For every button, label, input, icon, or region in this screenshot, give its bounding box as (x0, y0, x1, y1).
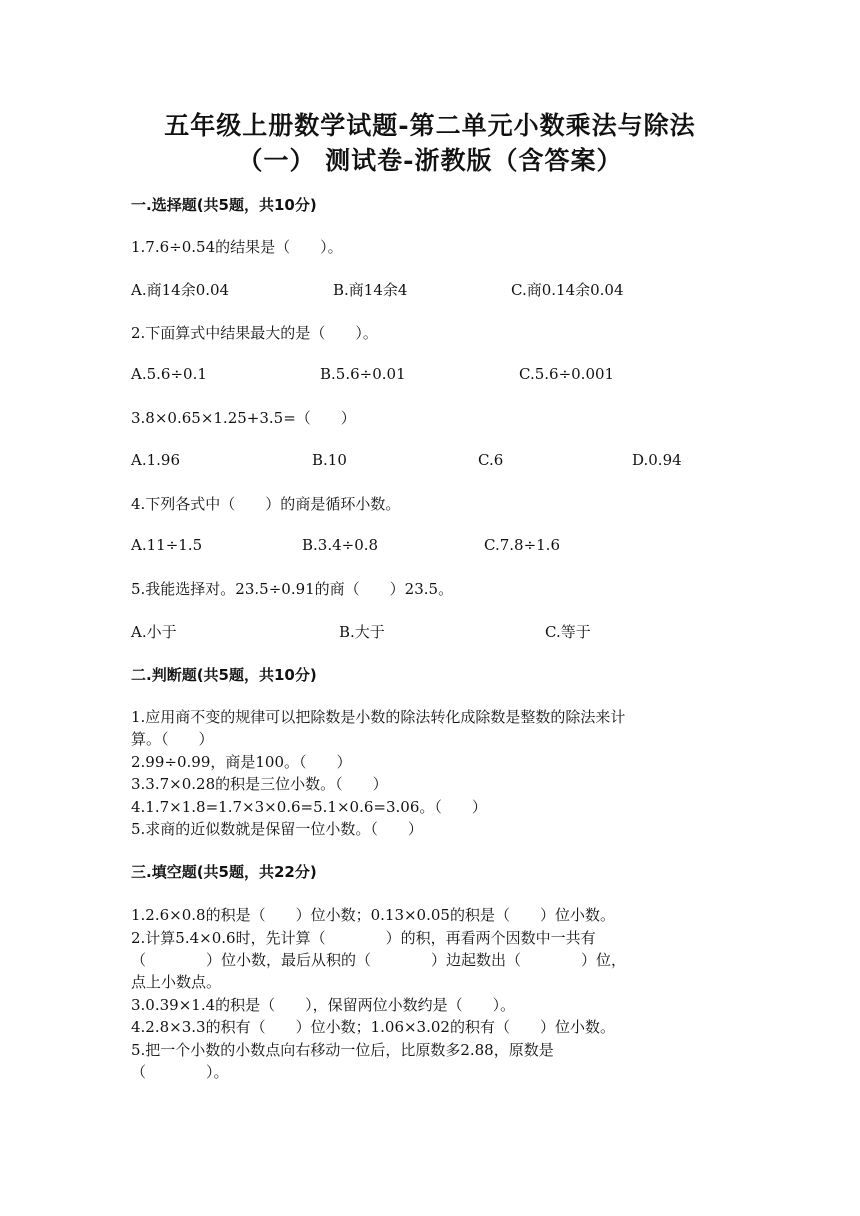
q2-option-c: C.5.6÷0.001 (519, 365, 615, 383)
q1-option-b: B.商14余4 (333, 281, 408, 299)
q2-option-a: A.5.6÷0.1 (131, 365, 207, 383)
q4-option-c: C.7.8÷1.6 (484, 536, 560, 554)
q3-option-b: B.10 (312, 451, 347, 469)
question-2: 2.下面算式中结果最大的是（ ）。 (131, 324, 378, 342)
judge-line-6: 5.求商的近似数就是保留一位小数。（ ） (131, 820, 423, 838)
q4-option-b: B.3.4÷0.8 (302, 536, 379, 554)
fill-line-5: 3.0.39×1.4的积是（ ），保留两位小数约是（ ）。 (131, 996, 516, 1014)
judge-line-1: 1.应用商不变的规律可以把除数是小数的除法转化成除数是整数的除法来计 (131, 708, 626, 726)
page-title-line2: （一） 测试卷-浙教版（含答案） (237, 146, 623, 175)
judge-line-4: 3.3.7×0.28的积是三位小数。（ ） (131, 775, 388, 793)
judge-line-3: 2.99÷0.99，商是100。（ ） (131, 753, 352, 771)
fill-line-6: 4.2.8×3.3的积有（ ）位小数；1.06×3.02的积有（ ）位小数。 (131, 1018, 615, 1036)
q3-option-d: D.0.94 (632, 451, 682, 469)
q5-option-c: C.等于 (545, 623, 591, 641)
section1-heading: 一.选择题(共5题，共10分) (131, 196, 317, 214)
fill-line-2: 2.计算5.4×0.6时，先计算（ ）的积，再看两个因数中一共有 (131, 929, 596, 947)
q5-option-b: B.大于 (339, 623, 385, 641)
q4-option-a: A.11÷1.5 (131, 536, 203, 554)
question-3: 3.8×0.65×1.25+3.5=（ ） (131, 409, 356, 427)
question-5: 5.我能选择对。23.5÷0.91的商（ ）23.5。 (131, 580, 454, 598)
q3-option-a: A.1.96 (131, 451, 180, 469)
fill-line-4: 点上小数点。 (131, 973, 222, 991)
judge-line-2: 算。（ ） (131, 730, 214, 748)
fill-line-1: 1.2.6×0.8的积是（ ）位小数；0.13×0.05的积是（ ）位小数。 (131, 906, 615, 924)
fill-line-7: 5.把一个小数的小数点向右移动一位后，比原数多2.88，原数是 (131, 1041, 554, 1059)
judge-line-5: 4.1.7×1.8=1.7×3×0.6=5.1×0.6=3.06。（ ） (131, 798, 487, 816)
q5-option-a: A.小于 (131, 623, 177, 641)
page-title-line1: 五年级上册数学试题-第二单元小数乘法与除法 (164, 111, 696, 140)
section2-heading: 二.判断题(共5题，共10分) (131, 666, 317, 684)
section3-heading: 三.填空题(共5题，共22分) (131, 863, 317, 881)
q2-option-b: B.5.6÷0.01 (320, 365, 406, 383)
q1-option-a: A.商14余0.04 (131, 281, 230, 299)
fill-line-3: （ ）位小数，最后从积的（ ）边起数出（ ）位， (131, 951, 627, 969)
q1-option-c: C.商0.14余0.04 (511, 281, 624, 299)
question-4: 4.下列各式中（ ）的商是循环小数。 (131, 495, 401, 513)
q3-option-c: C.6 (478, 451, 504, 469)
fill-line-8: （ ）。 (131, 1063, 229, 1081)
question-1: 1.7.6÷0.54的结果是（ ）。 (131, 238, 343, 256)
